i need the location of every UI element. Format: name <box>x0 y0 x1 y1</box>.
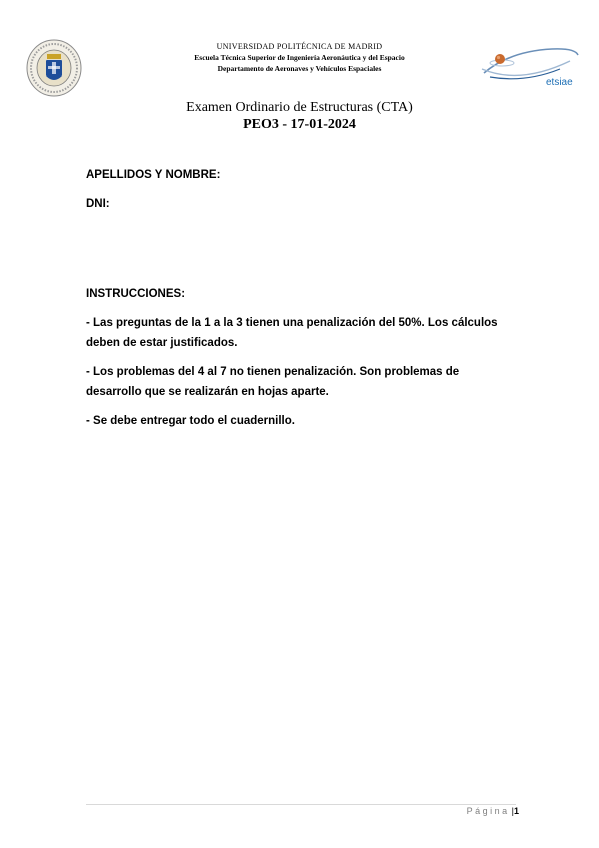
exam-code-date: PEO3 - 17-01-2024 <box>243 117 356 132</box>
etsiae-logo-text: etsiae <box>546 77 573 88</box>
dni-field-label: DNI: <box>86 198 110 210</box>
page-label: Página <box>466 806 510 816</box>
upm-logo-icon <box>26 39 82 97</box>
page-separator: | <box>511 806 514 816</box>
university-name: UNIVERSIDAD POLITÉCNICA DE MADRID <box>216 42 383 51</box>
exam-title: Examen Ordinario de Estructuras (CTA) <box>186 100 413 115</box>
page-number: 1 <box>513 806 519 816</box>
school-name: Escuela Técnica Superior de Ingeniería Aeronáutica y del Espacio <box>194 53 405 62</box>
instruction-item: - Los problemas del 4 al 7 no tienen penalización. Son problemas de desarrollo que se realizarán en hojas aparte. <box>86 366 460 398</box>
footer-divider <box>86 804 516 805</box>
instruction-item: - Se debe entregar todo el cuadernillo. <box>86 415 295 427</box>
page-footer <box>467 806 519 816</box>
instruction-item: - Las preguntas de la 1 a la 3 tienen una penalización del 50%. Los cálculos deben de estar justificados. <box>86 317 498 349</box>
instructions-heading: INSTRUCCIONES: <box>86 288 186 300</box>
name-field-label: APELLIDOS Y NOMBRE: <box>86 169 221 181</box>
etsiae-logo-icon <box>480 43 580 89</box>
department-name: Departamento de Aeronaves y Vehículos Espaciales <box>217 64 382 73</box>
